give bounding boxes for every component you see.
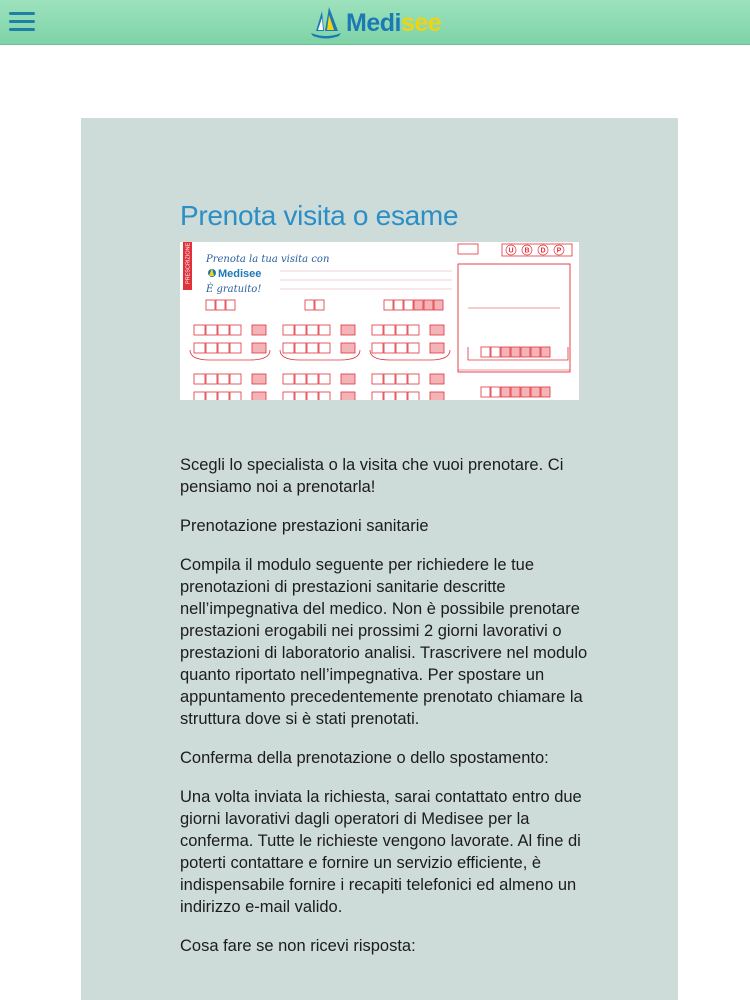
description-text [180,454,590,974]
prescription-side-label: PRESCRIZIONE [185,242,192,284]
hamburger-menu-icon[interactable] [9,10,35,34]
page-title: Prenota visita o esame [180,200,459,231]
handwriting-line-3: È gratuito! [206,284,262,295]
sailboat-logo-icon [308,5,344,39]
content-panel [81,118,678,1000]
section-heading-no-response: Cosa fare se non ricevi risposta: [180,937,416,955]
booking-instructions: Compila il modulo seguente per richiedere le tue prenotazioni di prestazioni sanitarie descritte nell’impegnativa del medico. Non è possibile prenotare prestazioni erogabili nei prossimi 2 giorni lavorativi o prestazioni di laboratorio analisi. Trascrivere nel modulo quanto riportato nell’impegnativa. Per spostare un appuntamento precedentemente prenotato chiamare la struttura dove si è stati prenotati. [180,556,588,728]
section-heading-booking: Prenotazione prestazioni sanitarie [180,517,429,535]
svg-text:U: U [508,247,514,255]
prescription-form-image [180,242,579,400]
handwriting-brand: Medisee [218,268,262,280]
svg-text:P: P [556,247,562,255]
logo-text-see: see [400,9,442,37]
confirmation-text: Una volta inviata la richiesta, sarai contattato entro due giorni lavorativi dagli operatori di Medisee per la conferma. Tutte le richieste vengono lavorate. Al fine di poterti contattare e fornire un servizio efficiente, è indispensabile fornire i recapiti telefonici ed almeno un indirizzo e-mail valido. [180,788,582,916]
section-heading-confirmation: Conferma della prenotazione o dello spostamento: [180,749,549,767]
prescription-form-drawing [180,242,579,400]
handwriting-line-1: Prenota la tua visita con [206,254,330,265]
top-bar [0,0,750,45]
svg-text:D: D [540,247,546,255]
intro-paragraph: Scegli lo specialista o la visita che vuoi prenotare. Ci pensiamo noi a prenotarla! [180,456,564,496]
logo-text-medi: Medi [346,9,401,37]
svg-text:B: B [524,247,530,255]
logo-wordmark [346,9,441,38]
